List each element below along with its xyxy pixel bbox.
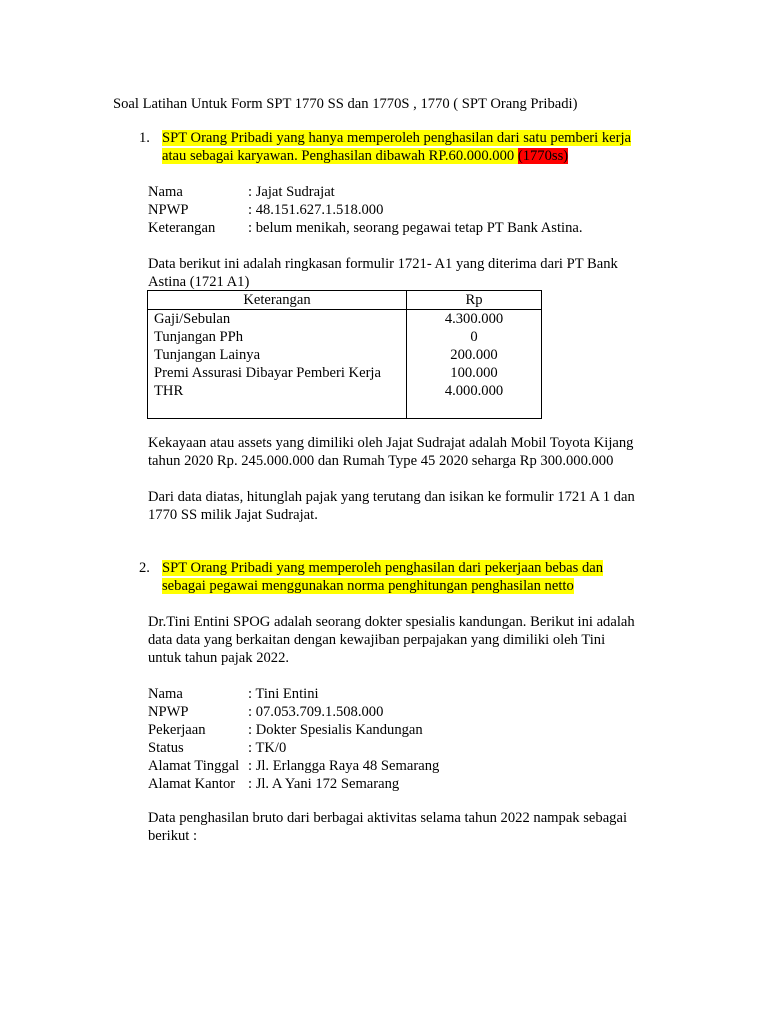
section1-info-label-0: Nama <box>148 184 183 200</box>
item-label: THR <box>154 383 184 399</box>
section2-number: 2. <box>139 560 150 576</box>
salary-table-header <box>148 291 542 310</box>
salary-table-body <box>148 310 542 419</box>
assets-line1: Kekayaan atau assets yang dimiliki oleh Jajat Sudrajat adalah Mobil Toyota Kijang <box>148 435 634 451</box>
info-label: Nama <box>148 686 183 702</box>
task-line1: Dari data diatas, hitunglah pajak yang terutang dan isikan ke formulir 1721 A 1 dan <box>148 489 635 505</box>
info-label: NPWP <box>148 704 189 720</box>
info-label: Alamat Tinggal <box>148 758 240 774</box>
header-keterangan: Keterangan <box>148 291 407 310</box>
info-value: : Jl. A Yani 172 Semarang <box>248 776 400 792</box>
info-label: Pekerjaan <box>148 722 206 738</box>
section2-info-labels <box>148 685 239 793</box>
info-value: : 07.053.709.1.508.000 <box>248 704 384 720</box>
info-value: : Dokter Spesialis Kandungan <box>248 722 423 738</box>
item-list <box>154 310 400 400</box>
assets-line2: tahun 2020 Rp. 245.000.000 dan Rumah Type 45 2020 seharga Rp 300.000.000 <box>148 453 614 469</box>
item-value: 200.000 <box>450 347 498 363</box>
section2-intro-line3: untuk tahun pajak 2022. <box>148 650 290 666</box>
item-label: Premi Assurasi Dibayar Pemberi Kerja <box>154 365 381 381</box>
item-label: Tunjangan PPh <box>154 329 244 345</box>
form-tag-badge: (1770ss) <box>517 148 569 164</box>
info-label: Status <box>148 740 184 756</box>
item-label: Gaji/Sebulan <box>154 311 231 327</box>
item-value: 100.000 <box>450 365 498 381</box>
section1-info-value-1: : 48.151.627.1.518.000 <box>248 202 384 218</box>
item-value: 4.000.000 <box>444 383 504 399</box>
info-label: Alamat Kantor <box>148 776 236 792</box>
info-value: : Jl. Erlangga Raya 48 Semarang <box>248 758 440 774</box>
section1-info-label-2: Keterangan <box>148 220 216 236</box>
table-intro-line1: Data berikut ini adalah ringkasan formulir 1721- A1 yang diterima dari PT Bank <box>148 256 618 272</box>
salary-table <box>147 290 542 419</box>
section2-info-values <box>248 685 439 793</box>
item-value: 0 <box>470 329 478 345</box>
section1-heading-line2: atau sebagai karyawan. Penghasilan dibawah RP.60.000.000 (1770ss) <box>162 148 569 164</box>
section1-info-value-0: : Jajat Sudrajat <box>248 184 335 200</box>
section2-intro-line2: data data yang berkaitan dengan kewajiban perpajakan yang dimiliki oleh Tini <box>148 632 606 648</box>
section1-info-value-2: : belum menikah, seorang pegawai tetap PT Bank Astina. <box>248 220 583 236</box>
header-rp: Rp <box>407 291 542 310</box>
section2-heading-line1: SPT Orang Pribadi yang memperoleh penghasilan dari pekerjaan bebas dan <box>162 560 604 576</box>
section2-heading-line2: sebagai pegawai menggunakan norma penghitungan penghasilan netto <box>162 578 574 594</box>
info-value: : TK/0 <box>248 740 287 756</box>
item-value: 4.300.000 <box>444 311 504 327</box>
info-value: : Tini Entini <box>248 686 319 702</box>
value-list <box>413 310 535 400</box>
section2-intro-line1: Dr.Tini Entini SPOG adalah seorang dokter spesialis kandungan. Berikut ini adalah <box>148 614 635 630</box>
income-line2: berikut : <box>148 828 198 844</box>
item-label: Tunjangan Lainya <box>154 347 261 363</box>
section1-info-label-1: NPWP <box>148 202 189 218</box>
document-title: Soal Latihan Untuk Form SPT 1770 SS dan 1770S , 1770 ( SPT Orang Pribadi) <box>113 96 578 112</box>
task-line2: 1770 SS milik Jajat Sudrajat. <box>148 507 318 523</box>
section1-heading-line1: SPT Orang Pribadi yang hanya memperoleh penghasilan dari satu pemberi kerja <box>162 130 632 146</box>
table-intro-line2: Astina (1721 A1) <box>148 274 250 290</box>
section1-number: 1. <box>139 130 150 146</box>
income-line1: Data penghasilan bruto dari berbagai aktivitas selama tahun 2022 nampak sebagai <box>148 810 627 826</box>
